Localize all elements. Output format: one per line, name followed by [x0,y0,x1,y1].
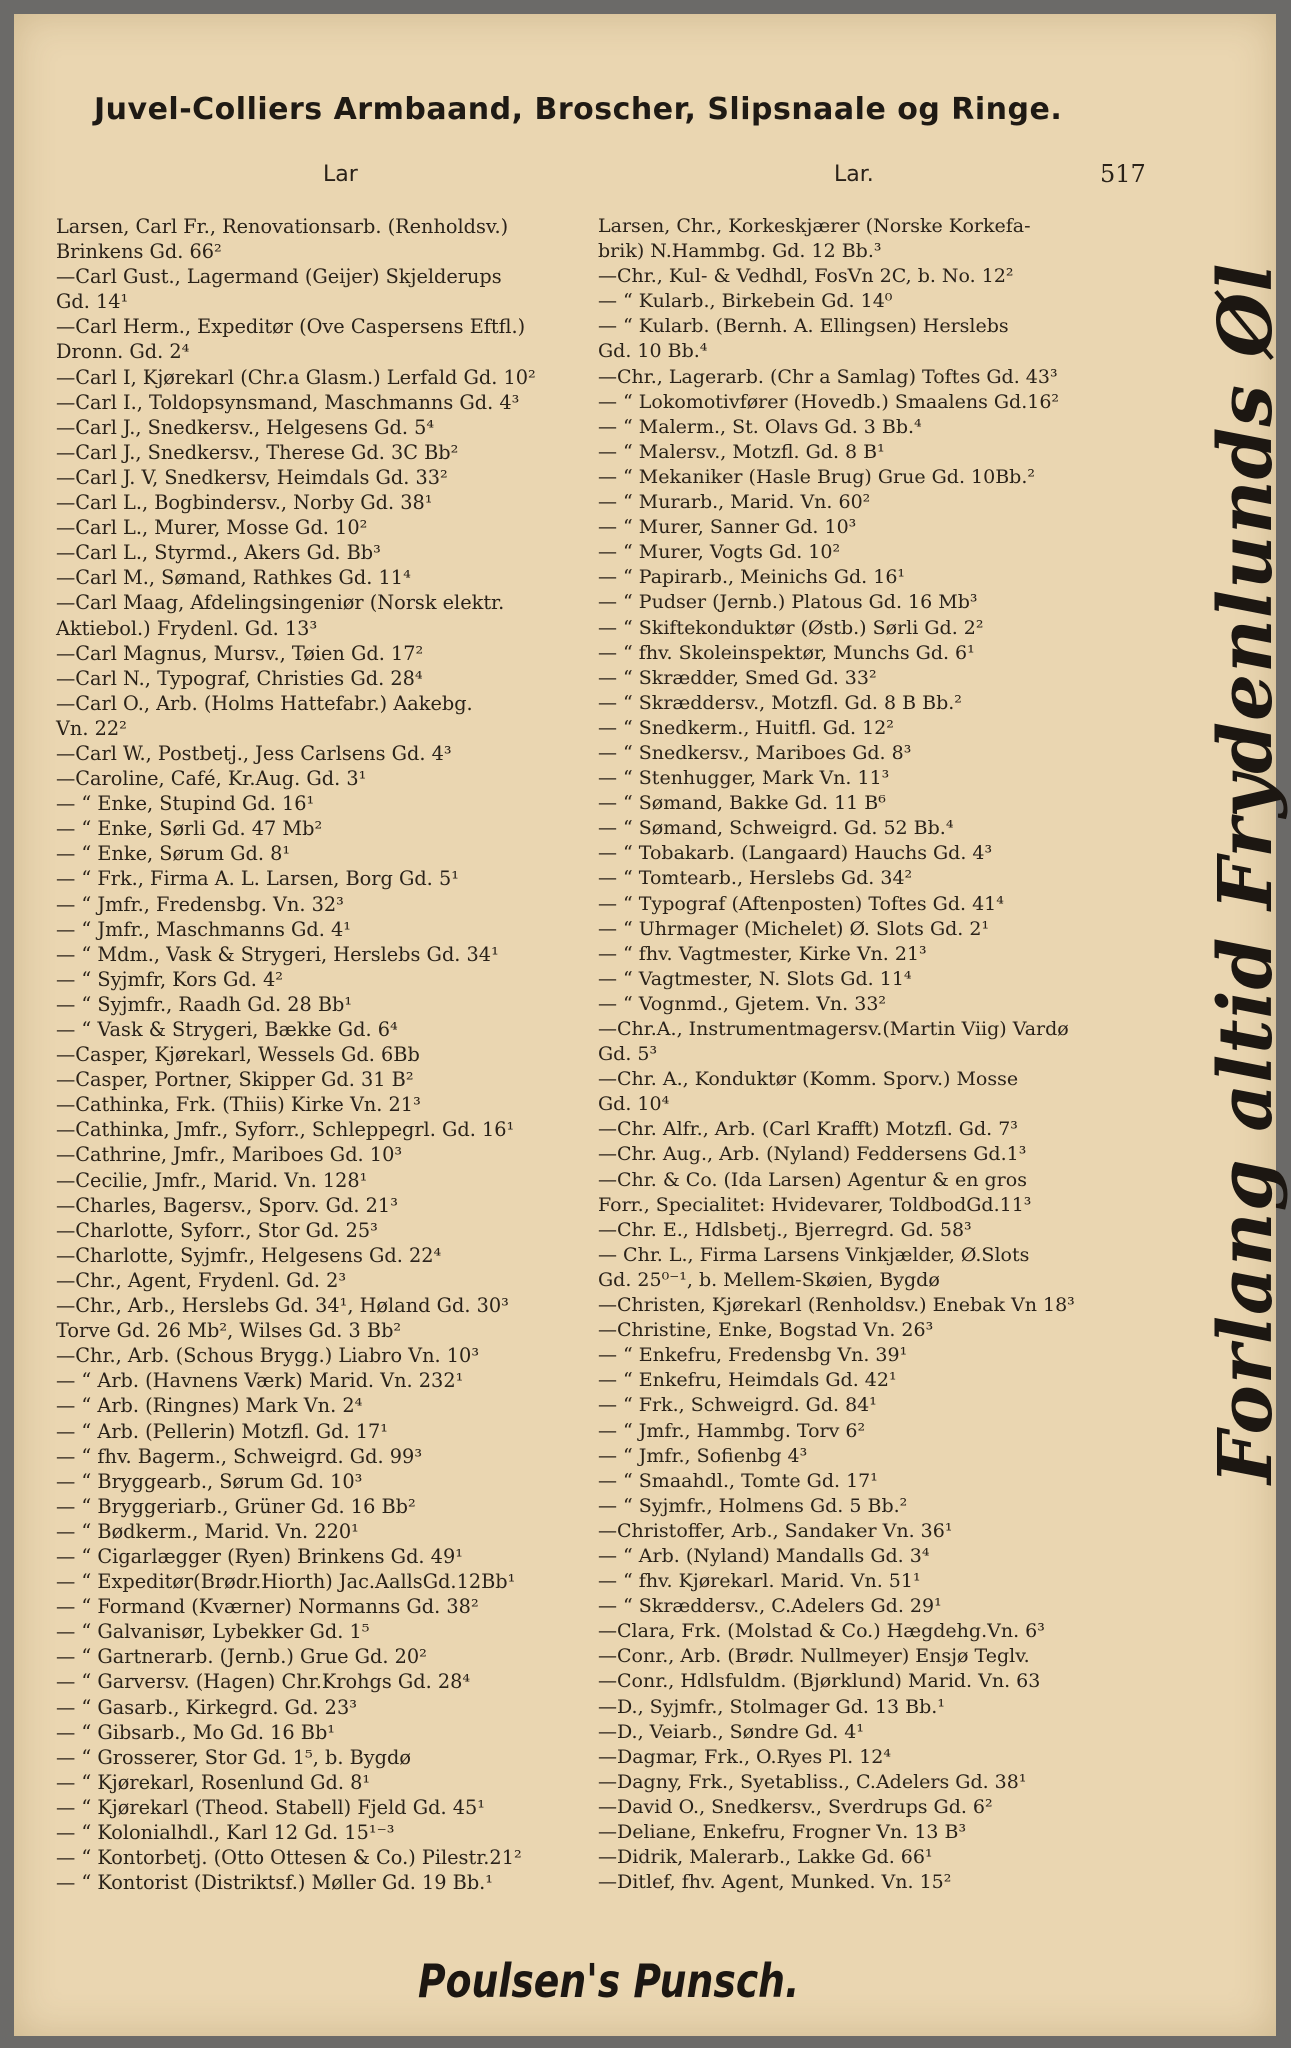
directory-entry-line: — “ Galvanisør, Lybekker Gd. 1⁵ [56,1620,370,1644]
directory-entry-line: — “ Murarb., Marid. Vn. 60² [598,491,871,514]
directory-entry-line: — “ Sømand, Schweigrd. Gd. 52 Bb.⁴ [598,817,954,840]
directory-entry-line: —Carl L., Murer, Mosse Gd. 10² [56,516,368,540]
directory-entry-line: — “ Vognmd., Gjetem. Vn. 33² [598,992,887,1015]
directory-entry-line: —Chr., Lagerarb. (Chr a Samlag) Toftes Gd. 43³ [598,365,1058,388]
page-number: 517 [1100,160,1146,188]
directory-entry-line: — “ Skrædder, Smed Gd. 33² [598,666,877,689]
directory-entry-line: —Christen, Kjørekarl (Renholdsv.) Enebak Vn 18³ [598,1294,1075,1317]
directory-entry-line: —Christine, Enke, Bogstad Vn. 26³ [598,1319,934,1342]
directory-entry-line: —Carl Maag, Afdelingsingeniør (Norsk elektr. [56,591,505,615]
directory-entry-line: —Carl Magnus, Mursv., Tøien Gd. 17² [56,641,424,665]
directory-entry-line: — “ Jmfr., Hammbg. Torv 6² [598,1419,866,1442]
directory-entry-line: —Chr. E., Hdlsbetj., Bjerregrd. Gd. 58³ [598,1218,972,1241]
directory-entry-line: — “ Jmfr., Sofienbg 4³ [598,1444,808,1467]
directory-entry-line: — “ Jmfr., Maschmanns Gd. 4¹ [56,917,352,941]
directory-entry-line: —Charles, Bagersv., Sporv. Gd. 21³ [56,1193,398,1217]
directory-entry-line: —Carl J., Snedkersv., Therese Gd. 3C Bb² [56,440,459,464]
directory-entry-line: — “ Frk., Schweigrd. Gd. 84¹ [598,1394,877,1417]
directory-entry-line: —Charlotte, Syjmfr., Helgesens Gd. 22⁴ [56,1243,442,1267]
directory-entry-line: — “ Enke, Sørli Gd. 47 Mb² [56,817,323,841]
directory-entry-line: Vn. 22² [56,716,127,740]
directory-entry-line: —Ditlef, fhv. Agent, Munked. Vn. 15² [598,1871,952,1894]
directory-entry-line: Gd. 25⁰⁻¹, b. Mellem-Skøien, Bygdø [598,1268,940,1291]
directory-entry-line: — “ Enkefru, Heimdals Gd. 42¹ [598,1369,897,1392]
directory-entry-line: —Carl O., Arb. (Holms Hattefabr.) Aakebg. [56,691,473,715]
directory-entry-line: — “ Arb. (Ringnes) Mark Vn. 2⁴ [56,1394,363,1418]
directory-entry-line: —Chr. Alfr., Arb. (Carl Krafft) Motzfl. Gd. 7³ [598,1118,1018,1141]
directory-entry-line: — “ Uhrmager (Michelet) Ø. Slots Gd. 2¹ [598,917,990,940]
right-column [598,214,1118,1895]
directory-entry-line: —Charlotte, Syforr., Stor Gd. 25³ [56,1218,378,1242]
directory-entry-line: —Carl M., Sømand, Rathkes Gd. 11⁴ [56,566,411,590]
directory-entry-line: — “ fhv. Kjørekarl. Marid. Vn. 51¹ [598,1570,921,1593]
directory-entry-line: — “ fhv. Bagerm., Schweigrd. Gd. 99³ [56,1444,423,1468]
directory-entry-line: — “ Expeditør(Brødr.Hiorth) Jac.AallsGd.12Bb¹ [56,1570,516,1594]
directory-entry-line: — “ Skræddersv., C.Adelers Gd. 29¹ [598,1595,942,1618]
running-head-right: Lar. [834,162,874,187]
directory-entry-line: — “ Arb. (Pellerin) Motzfl. Gd. 17¹ [56,1419,389,1443]
directory-entry-line: —Deliane, Enkefru, Frogner Vn. 13 B³ [598,1821,967,1843]
directory-entry-line: —Dagmar, Frk., O.Ryes Pl. 12⁴ [598,1745,892,1768]
directory-entry-line: —Casper, Kjørekarl, Wessels Gd. 6Bb [56,1043,420,1067]
directory-entry-line: —Carl N., Typograf, Christies Gd. 28⁴ [56,666,423,690]
directory-entry-line: —Chr.A., Instrumentmagersv.(Martin Viig) Vardø [598,1018,1069,1040]
directory-entry-line: —Dagny, Frk., Syetabliss., C.Adelers Gd. 38¹ [598,1770,1027,1793]
directory-entry-line: Larsen, Carl Fr., Renovationsarb. (Renholdsv.) [56,215,509,238]
directory-entry-line: —Casper, Portner, Skipper Gd. 31 B² [56,1068,414,1092]
directory-entry-line: — “ Tobakarb. (Langaard) Hauchs Gd. 4³ [598,842,993,865]
directory-page [14,14,1289,2036]
directory-entry-line: — “ Bryggearb., Sørum Gd. 10³ [56,1469,363,1493]
directory-entry-line: — “ Snedkerm., Huitfl. Gd. 12² [598,716,894,739]
directory-entry-line: —Chr., Kul- & Vedhdl, FosVn 2C, b. No. 12² [598,265,1014,288]
directory-entry-line: Forr., Specialitet: Hvidevarer, ToldbodGd.11³ [598,1193,1032,1216]
directory-entry-line: — “ Enke, Stupind Gd. 16¹ [56,792,315,816]
directory-entry-line: — “ Papirarb., Meinichs Gd. 16¹ [598,566,906,589]
directory-entry-line: —Christoffer, Arb., Sandaker Vn. 36¹ [598,1519,953,1542]
directory-entry-line: — “ Kjørekarl, Rosenlund Gd. 8¹ [56,1770,371,1794]
directory-entry-line: — “ Skiftekonduktør (Østb.) Sørli Gd. 2² [598,616,984,639]
directory-entry-line: —Caroline, Café, Kr.Aug. Gd. 3¹ [56,767,367,791]
directory-entry-line: — “ Cigarlægger (Ryen) Brinkens Gd. 49¹ [56,1544,463,1568]
directory-entry-line: —D., Veiarb., Søndre Gd. 4¹ [598,1720,865,1743]
directory-entry-line: Aktiebol.) Frydenl. Gd. 13³ [56,616,318,640]
directory-entry-line: — “ Smaahdl., Tomte Gd. 17¹ [598,1469,878,1492]
directory-entry-line: Torve Gd. 26 Mb², Wilses Gd. 3 Bb² [56,1319,402,1343]
directory-entry-line: — “ Lokomotivfører (Hovedb.) Smaalens Gd.16² [598,390,1060,413]
directory-entry-line: — “ Grosserer, Stor Gd. 1⁵, b. Bygdø [56,1745,411,1769]
directory-entry-line: —Carl I., Toldopsynsmand, Maschmanns Gd. 4³ [56,390,520,414]
directory-entry-line: Gd. 10⁴ [598,1093,670,1116]
directory-entry-line: — “ Bryggeriarb., Grüner Gd. 16 Bb² [56,1494,416,1518]
directory-entry-line: — “ Vask & Strygeri, Bække Gd. 6⁴ [56,1018,398,1041]
directory-entry-line: —Conr., Hdlsfuldm. (Bjørklund) Marid. Vn. 63 [598,1670,1041,1693]
directory-entry-line: — “ Sømand, Bakke Gd. 11 B⁶ [598,792,886,815]
directory-entry-line: — “ fhv. Vagtmester, Kirke Vn. 21³ [598,942,927,965]
directory-entry-line: Brinkens Gd. 66² [56,240,222,264]
directory-entry-line: — “ Mdm., Vask & Strygeri, Herslebs Gd. 34¹ [56,942,499,966]
directory-entry-line: — “ Vagtmester, N. Slots Gd. 11⁴ [598,967,912,990]
directory-entry-line: — “ Stenhugger, Mark Vn. 11³ [598,767,890,790]
directory-entry-line: — “ fhv. Skoleinspektør, Munchs Gd. 6¹ [598,641,975,664]
directory-entry-line: —David O., Snedkersv., Sverdrups Gd. 6² [598,1795,993,1818]
directory-entry-line: —Clara, Frk. (Molstad & Co.) Hægdehg.Vn. 6³ [598,1620,1045,1643]
directory-entry-line: — “ Syjmfr., Raadh Gd. 28 Bb¹ [56,992,353,1016]
directory-entry-line: Larsen, Chr., Korkeskjærer (Norske Korkefa- [598,215,1031,237]
directory-entry-line: —Chr., Arb. (Schous Brygg.) Liabro Vn. 10³ [56,1344,480,1368]
directory-entry-line: — “ Tomtearb., Herslebs Gd. 34² [598,867,913,890]
directory-entry-line: — “ Gartnerarb. (Jernb.) Grue Gd. 20² [56,1645,427,1669]
directory-entry-line: — “ Bødkerm., Marid. Vn. 220¹ [56,1519,359,1543]
directory-entry-line: — “ Malerm., St. Olavs Gd. 3 Bb.⁴ [598,415,922,438]
directory-entry-line: Gd. 5³ [598,1043,658,1066]
directory-entry-line: Gd. 10 Bb.⁴ [598,340,708,363]
directory-entry-line: —Carl Gust., Lagermand (Geijer) Skjelderups [56,265,502,289]
directory-entry-line: — “ Jmfr., Fredensbg. Vn. 32³ [56,892,344,916]
directory-entry-line: — “ Murer, Vogts Gd. 10² [598,541,841,564]
directory-entry-line: brik) N.Hammbg. Gd. 12 Bb.³ [598,240,882,263]
directory-entry-line: — “ Malersv., Motzfl. Gd. 8 B¹ [598,440,885,463]
directory-entry-line: — “ Garversv. (Hagen) Chr.Krohgs Gd. 28⁴ [56,1670,471,1694]
footer-advertisement: Poulsen's Punsch. [418,1954,800,2008]
directory-entry-line: — “ Snedkersv., Mariboes Gd. 8³ [598,741,912,764]
directory-entry-line: —Carl J. V, Snedkersv, Heimdals Gd. 33² [56,465,448,489]
directory-entry-line: —Cathinka, Frk. (Thiis) Kirke Vn. 21³ [56,1093,421,1117]
directory-entry-line: — “ Enkefru, Fredensbg Vn. 39¹ [598,1344,908,1367]
directory-entry-line: —Carl L., Styrmd., Akers Gd. Bb³ [56,541,381,565]
directory-entry-line: — “ Frk., Firma A. L. Larsen, Borg Gd. 5¹ [56,867,459,891]
directory-entry-line: —Cathrine, Jmfr., Mariboes Gd. 10³ [56,1143,403,1167]
directory-entry-line: —Carl Herm., Expeditør (Ove Caspersens Eftfl.) [56,315,526,339]
directory-entry-line: — “ Syjmfr., Holmens Gd. 5 Bb.² [598,1494,908,1517]
directory-entry-line: —Conr., Arb. (Brødr. Nullmeyer) Ensjø Teglv. [598,1645,1030,1668]
directory-entry-line: — “ Arb. (Havnens Værk) Marid. Vn. 232¹ [56,1369,464,1393]
directory-entry-line: — “ Syjmfr, Kors Gd. 4² [56,967,283,991]
directory-entry-line: — “ Gasarb., Kirkegrd. Gd. 23³ [56,1695,357,1719]
directory-entry-line: —Chr., Arb., Herslebs Gd. 34¹, Høland Gd. 30³ [56,1294,509,1318]
directory-entry-line: Gd. 14¹ [56,290,129,314]
directory-entry-line: — “ Kularb. (Bernh. A. Ellingsen) Herslebs [598,315,1009,338]
directory-entry-line: — “ Typograf (Aftenposten) Toftes Gd. 41⁴ [598,892,1004,915]
directory-entry-line: —Carl W., Postbetj., Jess Carlsens Gd. 4³ [56,741,452,765]
directory-entry-line: —Chr. A., Konduktør (Komm. Sporv.) Mosse [598,1068,1019,1091]
directory-entry-line: — Chr. L., Firma Larsens Vinkjælder, Ø.Slots [598,1243,1030,1266]
directory-entry-line: —D., Syjmfr., Stolmager Gd. 13 Bb.¹ [598,1695,945,1718]
directory-entry-line: Dronn. Gd. 2⁴ [56,340,190,364]
directory-entry-line: —Cecilie, Jmfr., Marid. Vn. 128¹ [56,1168,368,1192]
side-advertisement: Forlang altid Frydenlunds Øl [1203,262,1289,1484]
directory-entry-line: — “ Arb. (Nyland) Mandalls Gd. 3⁴ [598,1544,930,1567]
directory-entry-line: —Carl L., Bogbindersv., Norby Gd. 38¹ [56,491,433,515]
left-column [56,214,586,1895]
directory-entry-line: —Chr. & Co. (Ida Larsen) Agentur & en gros [598,1168,1027,1191]
directory-entry-line: —Chr., Agent, Frydenl. Gd. 2³ [56,1268,347,1292]
directory-entry-line: — “ Mekaniker (Hasle Brug) Grue Gd. 10Bb.² [598,465,1035,488]
directory-entry-line: —Carl J., Snedkersv., Helgesens Gd. 5⁴ [56,415,435,439]
directory-entry-line: — “ Gibsarb., Mo Gd. 16 Bb¹ [56,1720,336,1744]
directory-entry-line: — “ Kularb., Birkebein Gd. 14⁰ [598,290,893,313]
directory-entry-line: — “ Kolonialhdl., Karl 12 Gd. 15¹⁻³ [56,1821,395,1844]
directory-entry-line: —Carl I, Kjørekarl (Chr.a Glasm.) Lerfald Gd. 10² [56,365,536,389]
directory-entry-line: — “ Enke, Sørum Gd. 8¹ [56,842,291,866]
directory-entry-line: — “ Skræddersv., Motzfl. Gd. 8 B Bb.² [598,691,962,714]
directory-entry-line: — “ Kontorist (Distriktsf.) Møller Gd. 19 Bb.¹ [56,1871,494,1895]
running-head-left: Lar [323,162,358,187]
directory-entry-line: — “ Kjørekarl (Theod. Stabell) Fjeld Gd. 45¹ [56,1795,485,1819]
page-content [38,14,1289,2036]
directory-entry-line: —Chr. Aug., Arb. (Nyland) Feddersens Gd.1³ [598,1143,1027,1166]
directory-entry-line: — “ Formand (Kværner) Normanns Gd. 38² [56,1595,479,1619]
directory-entry-line: —Didrik, Malerarb., Lakke Gd. 66¹ [598,1846,933,1869]
directory-entry-line: — “ Pudser (Jernb.) Platous Gd. 16 Mb³ [598,591,978,614]
directory-entry-line: — “ Kontorbetj. (Otto Ottesen & Co.) Pilestr.21² [56,1846,522,1870]
directory-entry-line: — “ Murer, Sanner Gd. 10³ [598,516,857,539]
header-advertisement: Juvel-Colliers Armbaand, Broscher, Slipsnaale og Ringe. [94,92,1063,127]
directory-entry-line: —Cathinka, Jmfr., Syforr., Schleppegrl. Gd. 16¹ [56,1118,515,1142]
